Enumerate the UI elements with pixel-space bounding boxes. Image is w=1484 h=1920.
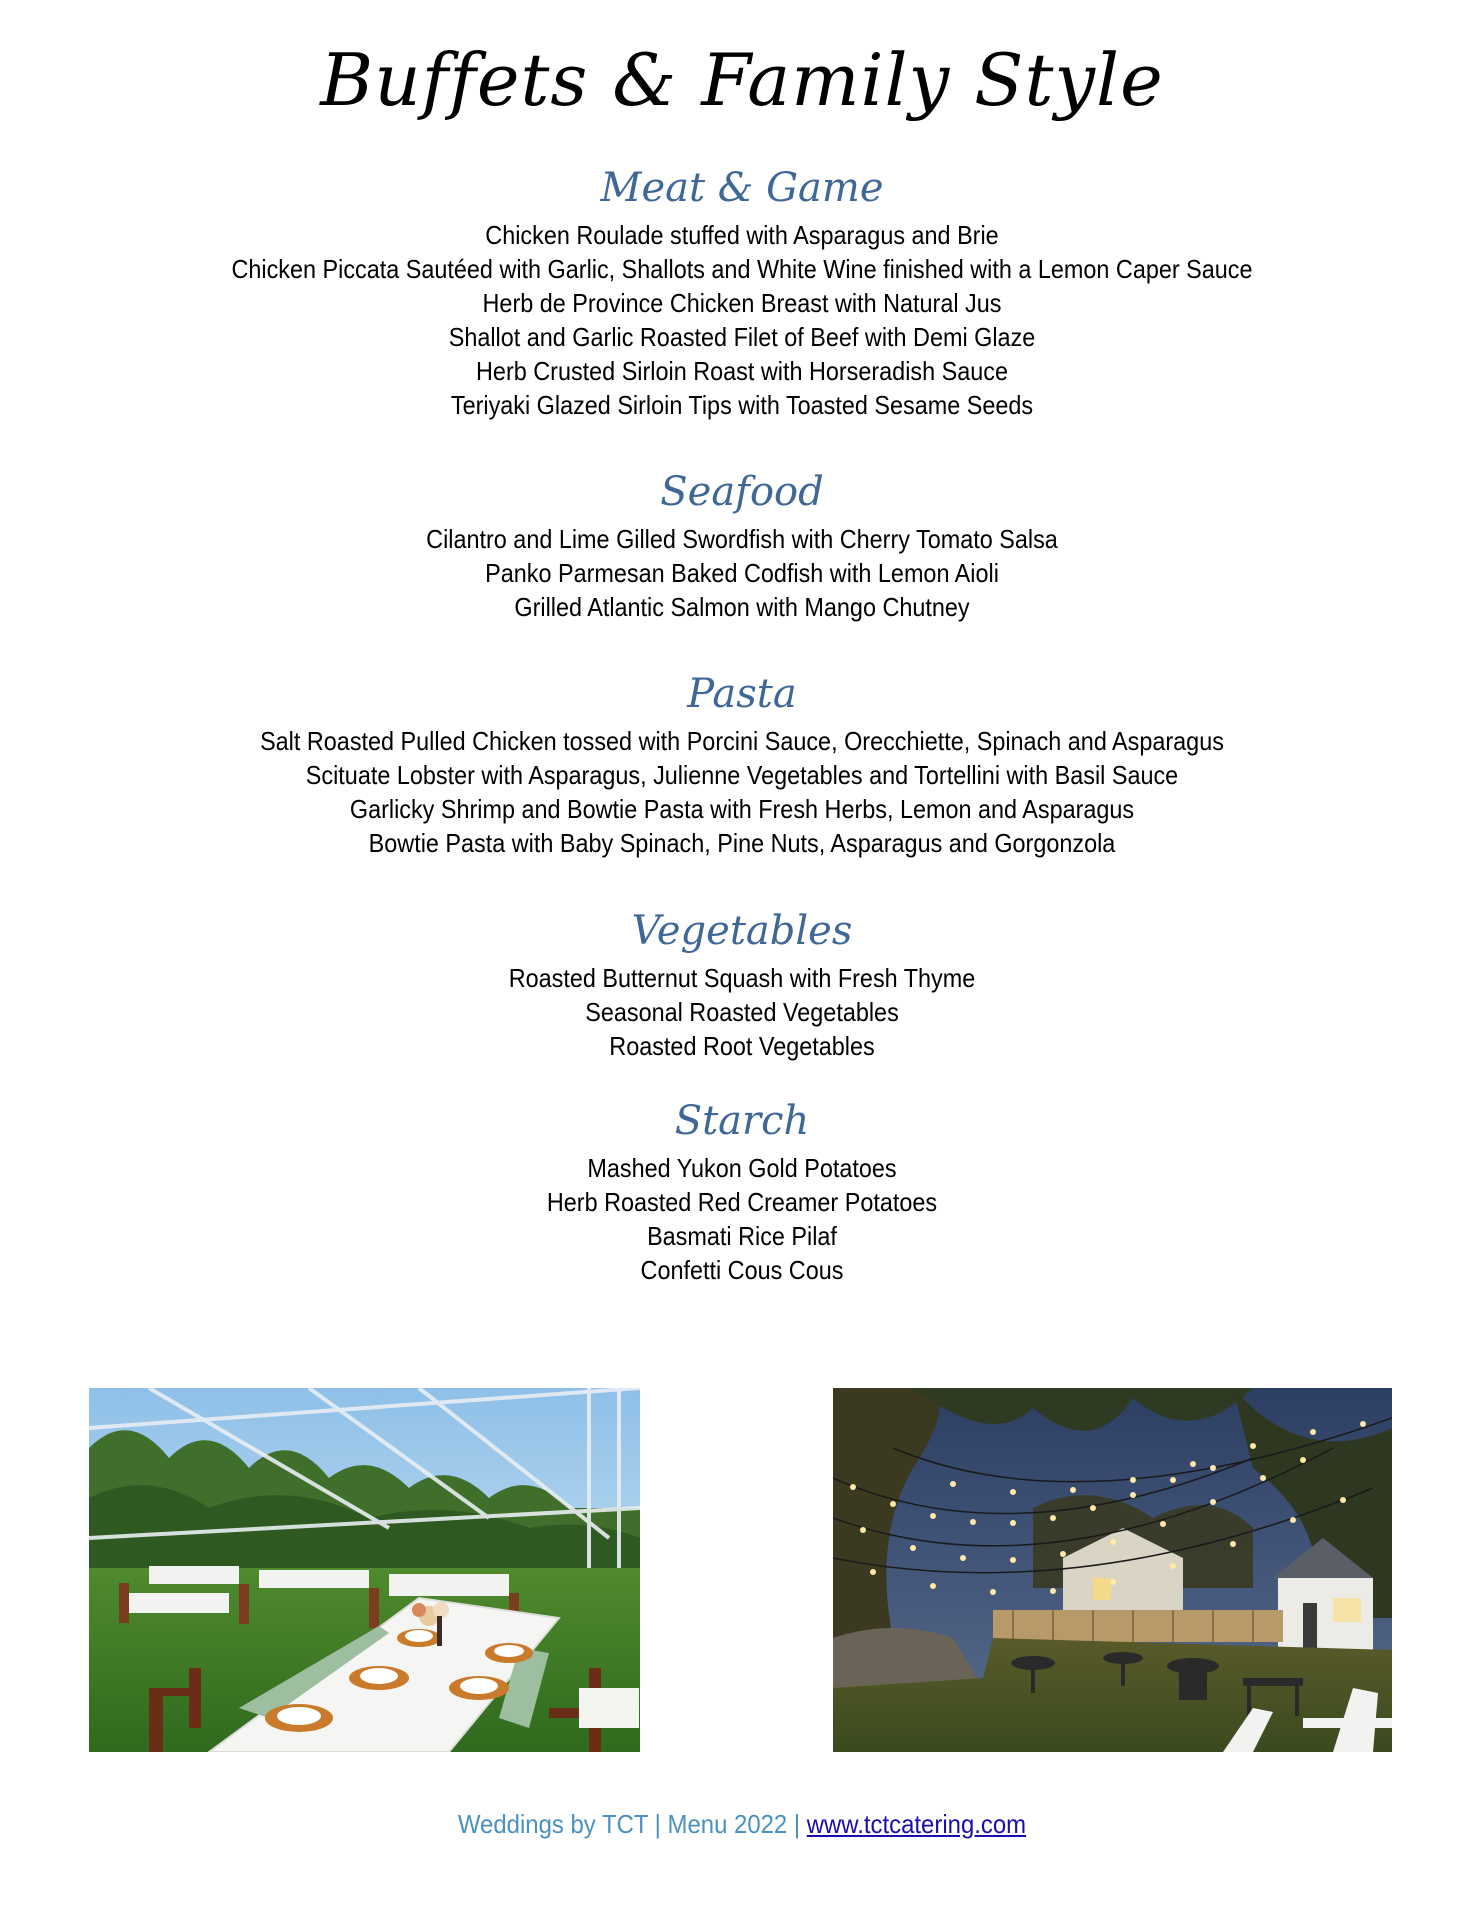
menu-item: Teriyaki Glazed Sirloin Tips with Toasted Sesame Seeds: [450, 390, 1034, 420]
menu-item: Shallot and Garlic Roasted Filet of Beef with Demi Glaze: [448, 322, 1036, 352]
menu-item: Herb Crusted Sirloin Roast with Horseradish Sauce: [476, 356, 1008, 386]
menu-item: Roasted Butternut Squash with Fresh Thyme: [508, 963, 976, 993]
menu-item: Herb de Province Chicken Breast with Natural Jus: [482, 288, 1002, 318]
section-meat-game: [0, 160, 1484, 422]
section-heading: Seafood: [660, 469, 824, 515]
menu-item: Seasonal Roasted Vegetables: [585, 997, 899, 1027]
section-seafood: [0, 464, 1484, 624]
section-heading: Starch: [674, 1098, 810, 1144]
section-heading: Pasta: [687, 671, 797, 717]
section-vegetables: [0, 903, 1484, 1063]
menu-item: Mashed Yukon Gold Potatoes: [587, 1153, 897, 1183]
menu-list: [0, 724, 1484, 860]
menu-item: Basmati Rice Pilaf: [647, 1221, 837, 1251]
menu-item: Garlicky Shrimp and Bowtie Pasta with Fresh Herbs, Lemon and Asparagus: [349, 794, 1135, 824]
menu-item: Chicken Piccata Sautéed with Garlic, Shallots and White Wine finished with a Lemon Caper Sauce: [231, 254, 1253, 284]
menu-item: Bowtie Pasta with Baby Spinach, Pine Nuts, Asparagus and Gorgonzola: [368, 828, 1116, 858]
string-lights-backyard-photo: [833, 1388, 1392, 1752]
page-title: Buffets & Family Style: [320, 38, 1164, 122]
menu-item: Chicken Roulade stuffed with Asparagus and Brie: [485, 220, 999, 250]
section-starch: [0, 1093, 1484, 1287]
menu-item: Cilantro and Lime Gilled Swordfish with Cherry Tomato Salsa: [426, 524, 1058, 554]
menu-list: [0, 961, 1484, 1063]
website-link[interactable]: www.tctcatering.com: [806, 1809, 1027, 1839]
footer-text: Weddings by TCT | Menu 2022 |: [457, 1809, 807, 1839]
menu-item: Herb Roasted Red Creamer Potatoes: [546, 1187, 938, 1217]
section-heading: Vegetables: [631, 908, 853, 954]
tent-reception-photo: [89, 1388, 640, 1752]
menu-item: Confetti Cous Cous: [640, 1255, 844, 1285]
footer: [59, 1806, 1424, 1842]
menu-item: Salt Roasted Pulled Chicken tossed with Porcini Sauce, Orecchiette, Spinach and Asparagus: [260, 726, 1224, 756]
menu-list: [0, 1151, 1484, 1287]
section-heading: Meat & Game: [600, 165, 884, 211]
menu-item: Grilled Atlantic Salmon with Mango Chutney: [514, 592, 970, 622]
menu-item: Roasted Root Vegetables: [609, 1031, 875, 1061]
menu-item: Scituate Lobster with Asparagus, Julienne Vegetables and Tortellini with Basil Sauce: [305, 760, 1179, 790]
menu-list: [0, 522, 1484, 624]
menu-item: Panko Parmesan Baked Codfish with Lemon Aioli: [485, 558, 999, 588]
menu-list: [0, 218, 1484, 422]
section-pasta: [0, 666, 1484, 860]
